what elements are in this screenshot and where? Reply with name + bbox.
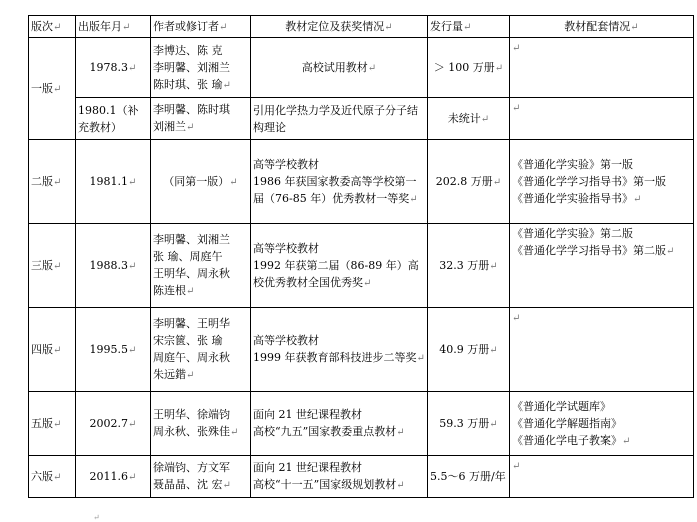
authors-cell: 王明华、徐端钧 周永秋、张殊佳↵	[151, 392, 251, 456]
date-cell: 1978.3↵	[76, 38, 151, 98]
authors-cell: 李博达、陈 克 李明馨、刘湘兰 陈时琪、张 瑜↵	[151, 38, 251, 98]
date-cell: 1980.1（补充教材）	[76, 98, 151, 140]
header-row	[29, 16, 694, 38]
position-cell: 高等学校教材 1992 年获第二届（86-89 年）高校优秀教材全国优秀奖↵	[251, 224, 428, 308]
supporting-cell: ↵	[510, 456, 694, 498]
position-cell: 面向 21 世纪课程教材 高校“十一五”国家级规划教材↵	[251, 456, 428, 498]
edition-cell: 二版↵	[29, 140, 76, 224]
circulation-cell: ＞ 100 万册↵	[428, 38, 510, 98]
date-cell: 2002.7↵	[76, 392, 151, 456]
circulation-cell: 202.8 万册↵	[428, 140, 510, 224]
date-cell: 1981.1↵	[76, 140, 151, 224]
table-row	[29, 98, 694, 140]
table-row	[29, 140, 694, 224]
edition-history-table	[28, 15, 694, 498]
table-row	[29, 38, 694, 98]
authors-cell: 徐端钧、方文军 聂晶晶、沈 宏↵	[151, 456, 251, 498]
position-cell: 高等学校教材 1986 年获国家教委高等学校第一届（76-85 年）优秀教材一等奖↵	[251, 140, 428, 224]
supporting-cell: ↵	[510, 38, 694, 98]
header-authors: 作者或修订者↵	[151, 16, 251, 38]
supporting-cell: ↵	[510, 308, 694, 392]
supporting-cell: 《普通化学试题库》 《普通化学解题指南》 《普通化学电子教案》↵	[510, 392, 694, 456]
edition-cell: 六版↵	[29, 456, 76, 498]
date-cell: 2011.6↵	[76, 456, 151, 498]
edition-cell: 四版↵	[29, 308, 76, 392]
edition-cell: 三版↵	[29, 224, 76, 308]
circulation-cell: 5.5～6 万册/年	[428, 456, 510, 498]
supporting-cell: 《普通化学实验》第一版 《普通化学学习指导书》第一版 《普通化学实验指导书》↵	[510, 140, 694, 224]
paragraph-mark: ↵	[93, 513, 100, 522]
header-supporting-materials: 教材配套情况↵	[510, 16, 694, 38]
supporting-cell: ↵	[510, 98, 694, 140]
authors-cell: 李明馨、陈时琪 刘湘兰↵	[151, 98, 251, 140]
circulation-cell: 59.3 万册↵	[428, 392, 510, 456]
header-circulation: 发行量↵	[428, 16, 510, 38]
header-position-awards: 教材定位及获奖情况↵	[251, 16, 428, 38]
circulation-cell: 40.9 万册↵	[428, 308, 510, 392]
position-cell: 引用化学热力学及近代原子分子结构理论	[251, 98, 428, 140]
table-row	[29, 456, 694, 498]
table-row	[29, 392, 694, 456]
circulation-cell: 32.3 万册↵	[428, 224, 510, 308]
date-cell: 1988.3↵	[76, 224, 151, 308]
edition-cell: 五版↵	[29, 392, 76, 456]
circulation-cell: 未统计↵	[428, 98, 510, 140]
date-cell: 1995.5↵	[76, 308, 151, 392]
header-edition: 版次↵	[29, 16, 76, 38]
authors-cell: （同第一版）↵	[151, 140, 251, 224]
position-cell: 高等学校教材 1999 年获教育部科技进步二等奖↵	[251, 308, 428, 392]
header-publish-date: 出版年月↵	[76, 16, 151, 38]
supporting-cell: 《普通化学实验》第二版 《普通化学学习指导书》第二版↵	[510, 224, 694, 308]
table-row	[29, 308, 694, 392]
edition-cell: 一版↵	[29, 38, 76, 140]
position-cell: 面向 21 世纪课程教材 高校“九五”国家教委重点教材↵	[251, 392, 428, 456]
table-row	[29, 224, 694, 308]
authors-cell: 李明馨、王明华 宋宗篋、张 瑜 周庭午、周永秋 朱远鍇↵	[151, 308, 251, 392]
position-cell: 高校试用教材↵	[251, 38, 428, 98]
authors-cell: 李明馨、刘湘兰 张 瑜、周庭午 王明华、周永秋 陈连根↵	[151, 224, 251, 308]
edition-table-wrapper	[28, 15, 693, 498]
